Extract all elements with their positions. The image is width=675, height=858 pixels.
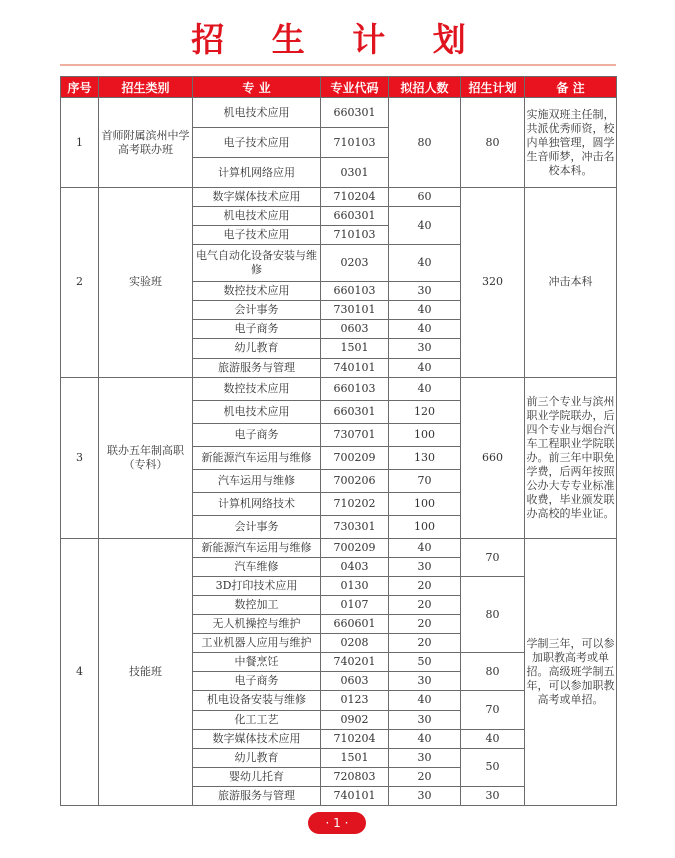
major-code: 740101 xyxy=(321,358,389,377)
major-code: 660103 xyxy=(321,282,389,301)
major-name: 化工工艺 xyxy=(193,710,321,729)
major-code: 0603 xyxy=(321,672,389,691)
major-name: 电子商务 xyxy=(193,423,321,446)
group-note: 冲击本科 xyxy=(525,188,617,377)
major-code: 0123 xyxy=(321,691,389,710)
group-note: 前三个专业与滨州职业学院联办，后四个专业与烟台汽车工程职业学院联办。前三年中职免学费，后两年按照公办大专专业标准收费，毕业颁发联办高校的毕业证。 xyxy=(525,377,617,538)
enroll-count: 40 xyxy=(389,207,461,245)
enroll-count: 40 xyxy=(389,245,461,282)
category-line: 高考联办班 xyxy=(118,142,173,156)
enroll-count: 20 xyxy=(389,767,461,786)
major-code: 700206 xyxy=(321,469,389,492)
major-code: 730701 xyxy=(321,423,389,446)
enroll-count: 50 xyxy=(389,653,461,672)
major-name: 计算机网络技术 xyxy=(193,492,321,515)
enrollment-plan-table xyxy=(60,76,617,806)
group-plan: 660 xyxy=(461,377,525,538)
group-plan: 30 xyxy=(461,786,525,805)
table-header-row xyxy=(61,77,617,98)
title-divider xyxy=(60,64,616,66)
enroll-count: 100 xyxy=(389,492,461,515)
major-name: 电子商务 xyxy=(193,672,321,691)
header-category: 招生类别 xyxy=(99,77,193,98)
major-code: 0208 xyxy=(321,634,389,653)
enroll-count: 60 xyxy=(389,188,461,207)
header-note: 备 注 xyxy=(525,77,617,98)
major-code: 1501 xyxy=(321,748,389,767)
enroll-count: 130 xyxy=(389,446,461,469)
group-category: 实验班 xyxy=(99,188,193,377)
header-code: 专业代码 xyxy=(321,77,389,98)
major-name: 数字媒体技术应用 xyxy=(193,188,321,207)
enroll-count: 100 xyxy=(389,515,461,538)
major-name: 婴幼儿托育 xyxy=(193,767,321,786)
page-title: 招 生 计 划 xyxy=(191,20,484,59)
enroll-count: 120 xyxy=(389,400,461,423)
enroll-count: 30 xyxy=(389,558,461,577)
group-plan: 40 xyxy=(461,729,525,748)
major-code: 710204 xyxy=(321,729,389,748)
enroll-count: 30 xyxy=(389,282,461,301)
enroll-count: 40 xyxy=(389,729,461,748)
major-name: 无人机操控与维护 xyxy=(193,615,321,634)
header-no: 序号 xyxy=(61,77,99,98)
page-number-badge: · 1 · xyxy=(308,812,366,834)
header-major: 专 业 xyxy=(193,77,321,98)
major-code: 0130 xyxy=(321,577,389,596)
major-name: 会计事务 xyxy=(193,515,321,538)
header-count: 拟招人数 xyxy=(389,77,461,98)
group-note: 学制三年，可以参加职教高考或单招。高级班学制五年，可以参加职教高考或单招。 xyxy=(525,538,617,805)
major-name: 机电设备安装与维修 xyxy=(193,691,321,710)
major-name: 会计事务 xyxy=(193,301,321,320)
group-category: 技能班 xyxy=(99,538,193,805)
group-plan: 320 xyxy=(461,188,525,377)
major-code: 0902 xyxy=(321,710,389,729)
group-number: 4 xyxy=(61,538,99,805)
table-row xyxy=(61,98,617,128)
group-category xyxy=(99,98,193,188)
major-code: 730301 xyxy=(321,515,389,538)
major-name: 汽车运用与维修 xyxy=(193,469,321,492)
major-name: 机电技术应用 xyxy=(193,207,321,226)
major-name: 中餐烹饪 xyxy=(193,653,321,672)
major-name: 旅游服务与管理 xyxy=(193,786,321,805)
major-code: 730101 xyxy=(321,301,389,320)
enroll-count: 40 xyxy=(389,320,461,339)
major-name: 机电技术应用 xyxy=(193,98,321,128)
major-code: 700209 xyxy=(321,446,389,469)
group-number: 3 xyxy=(61,377,99,538)
group-plan: 80 xyxy=(461,653,525,691)
major-code: 0203 xyxy=(321,245,389,282)
group-plan: 70 xyxy=(461,538,525,576)
enroll-count: 70 xyxy=(389,469,461,492)
group-number: 2 xyxy=(61,188,99,377)
major-name: 旅游服务与管理 xyxy=(193,358,321,377)
major-code: 660301 xyxy=(321,400,389,423)
enroll-count: 20 xyxy=(389,596,461,615)
major-name: 汽车维修 xyxy=(193,558,321,577)
major-code: 740201 xyxy=(321,653,389,672)
major-code: 740101 xyxy=(321,786,389,805)
major-name: 数控技术应用 xyxy=(193,282,321,301)
enroll-count: 30 xyxy=(389,710,461,729)
enroll-count: 30 xyxy=(389,786,461,805)
major-name: 工业机器人应用与维护 xyxy=(193,634,321,653)
group-plan: 80 xyxy=(461,98,525,188)
enroll-count: 40 xyxy=(389,301,461,320)
table-row xyxy=(61,538,617,557)
major-name: 电子技术应用 xyxy=(193,226,321,245)
major-code: 660103 xyxy=(321,377,389,400)
major-code: 0603 xyxy=(321,320,389,339)
major-name: 幼儿教育 xyxy=(193,339,321,358)
enroll-count: 40 xyxy=(389,691,461,710)
enroll-count: 40 xyxy=(389,538,461,557)
major-name: 3D打印技术应用 xyxy=(193,577,321,596)
enroll-count: 80 xyxy=(389,98,461,188)
table-row xyxy=(61,188,617,207)
major-code: 720803 xyxy=(321,767,389,786)
group-plan: 50 xyxy=(461,748,525,786)
enroll-count: 40 xyxy=(389,377,461,400)
enroll-count: 20 xyxy=(389,577,461,596)
enroll-count: 30 xyxy=(389,748,461,767)
major-code: 1501 xyxy=(321,339,389,358)
major-code: 660301 xyxy=(321,207,389,226)
major-code: 710204 xyxy=(321,188,389,207)
major-code: 660601 xyxy=(321,615,389,634)
major-code: 710202 xyxy=(321,492,389,515)
major-name: 数控加工 xyxy=(193,596,321,615)
enroll-count: 40 xyxy=(389,358,461,377)
major-name: 机电技术应用 xyxy=(193,400,321,423)
major-name: 新能源汽车运用与维修 xyxy=(193,446,321,469)
enroll-count: 30 xyxy=(389,672,461,691)
group-category xyxy=(99,377,193,538)
enroll-count: 20 xyxy=(389,615,461,634)
major-name: 电气自动化设备安装与维修 xyxy=(193,245,321,282)
category-line: 联办五年制高职 xyxy=(107,443,184,457)
major-name: 计算机网络应用 xyxy=(193,158,321,188)
group-note: 实施双班主任制，共派优秀师资，校内单独管理，圆学生音师梦，冲击名校本科。 xyxy=(525,98,617,188)
major-code: 660301 xyxy=(321,98,389,128)
major-name: 数控技术应用 xyxy=(193,377,321,400)
group-number: 1 xyxy=(61,98,99,188)
category-line: （专科） xyxy=(123,457,168,471)
major-name: 数字媒体技术应用 xyxy=(193,729,321,748)
major-name: 电子商务 xyxy=(193,320,321,339)
category-line: 首师附属滨州中学 xyxy=(101,128,190,142)
header-plan: 招生计划 xyxy=(461,77,525,98)
major-code: 700209 xyxy=(321,538,389,557)
major-name: 电子技术应用 xyxy=(193,128,321,158)
group-plan: 80 xyxy=(461,577,525,653)
major-code: 710103 xyxy=(321,226,389,245)
enroll-count: 30 xyxy=(389,339,461,358)
table-row xyxy=(61,377,617,400)
group-plan: 70 xyxy=(461,691,525,729)
major-name: 新能源汽车运用与维修 xyxy=(193,538,321,557)
major-code: 710103 xyxy=(321,128,389,158)
enroll-count: 100 xyxy=(389,423,461,446)
major-code: 0403 xyxy=(321,558,389,577)
major-code: 0107 xyxy=(321,596,389,615)
major-code: 0301 xyxy=(321,158,389,188)
enroll-count: 20 xyxy=(389,634,461,653)
major-name: 幼儿教育 xyxy=(193,748,321,767)
